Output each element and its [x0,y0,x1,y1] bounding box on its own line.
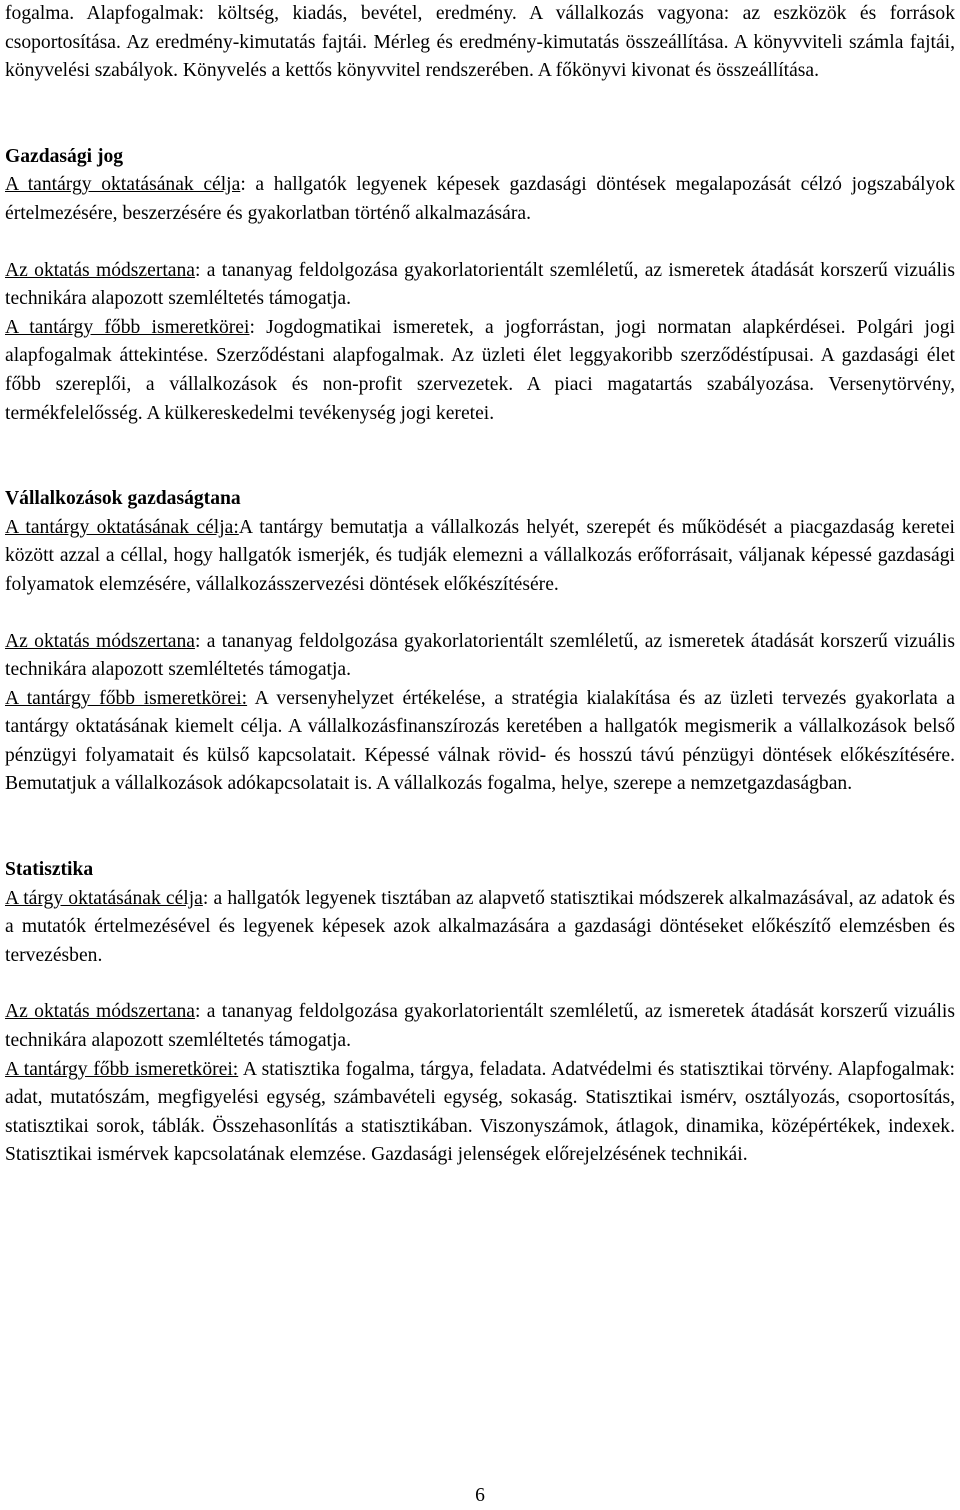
aim-text: A tantárgy bemutatja a vállalkozás helyét, szerepét és működését a piacgazdaság keretei között azzal a céllal, hogy hallgatók ismerjék, és tudják elemezni a vállalkozás erőforrásait, váljanak képessé gazdasági folyamatok elemzésére, vállalkozásszervezési döntések előkészítésére. [5,516,956,595]
aim-text: : a hallgatók legyenek tisztában az alapvető statisztikai módszerek alkalmazásával, az adatok és a mutatók értelmezésével és legyenek képesek azok alkalmazására a gazdasági döntéseket előkészítő elemzésben és tervezésben. [5,887,956,966]
topics-text: : Jogdogmatikai ismeretek, a jogforrástan, jogi normatan alapkérdései. Polgári jogi alapfogalmak áttekintése. Szerződéstani alapfogalmak. Az üzleti élet leggyakoribb szerződéstípusai. A gazdasági élet főbb szereplői, a vállalkozások és non-profit szervezetek. A piaci magatartás szabályozása. Versenytörvény, termékfelelősség. A külkereskedelmi tevékenység jogi keretei. [5,316,956,424]
section-title: Statisztika [5,859,94,881]
topics-paragraph [5,1056,955,1170]
method-text: : a tananyag feldolgozása gyakorlatorientált szemléletű, az ismeretek átadását korszerű vizuális technikára alapozott szemléltetés támogatja. [5,1001,955,1052]
aim-label: A tantárgy oktatásának célja [5,174,241,196]
method-text: : a tananyag feldolgozása gyakorlatorientált szemléletű, az ismeretek átadását korszerű vizuális technikára alapozott szemléltetés támogatja. [5,630,955,681]
aim-paragraph [5,885,955,971]
aim-paragraph [5,171,955,228]
page-number: 6 [475,1485,485,1506]
document-page [5,0,955,1170]
aim-label: A tárgy oktatásának célja [5,887,203,909]
topics-paragraph [5,685,955,799]
topics-label: A tantárgy főbb ismeretkörei: [5,687,248,709]
aim-text: : a hallgatók legyenek képesek gazdasági döntések megalapozását célzó jogszabályok értelmezésére, beszerzésére és gyakorlatban történő alkalmazására. [5,174,955,224]
section-title: Gazdasági jog [5,145,124,167]
topics-label: A tantárgy főbb ismeretkörei: [5,1058,239,1080]
method-label: Az oktatás módszertana [5,630,195,652]
aim-label: A tantárgy oktatásának célja: [5,516,239,538]
method-label: Az oktatás módszertana [5,259,195,281]
section-vallalkozasok-gazdasagtana [5,485,955,799]
topics-paragraph [5,314,955,428]
topics-text: A statisztika fogalma, tárgya, feladata. Adatvédelmi és statisztikai törvény. Alapfogalmak: adat, mutatószám, megfigyelési egység, számbavételi egység, sokaság. Statisztikai ismérv, osztályozás, csoportosítás, statisztikai sorok, táblák. Összehasonlítás a statisztikában. Viszonyszámok, átlagok, dinamika, középértékek, indexek. Statisztikai ismérvek kapcsolatának elemzése. Gazdasági jelenségek előrejelzésének technikái. [5,1058,955,1166]
method-paragraph [5,257,955,314]
section-title: Vállalkozások gazdaságtana [5,488,241,510]
section-statisztika [5,856,955,1170]
method-text: : a tananyag feldolgozása gyakorlatorientált szemléletű, az ismeretek átadását korszerű vizuális technikára alapozott szemléltetés támogatja. [5,259,955,310]
topics-label: A tantárgy főbb ismeretkörei [5,316,250,338]
method-paragraph [5,998,955,1055]
topics-text: A versenyhelyzet értékelése, a stratégia kialakítása és az üzleti tervezés gyakorlata a tantárgy oktatásának kiemelt célja. A vállalkozásfinanszírozás keretében a hallgatók megismerik a vállalkozások belső pénzügyi folyamatait és külső kapcsolatait. Képessé válnak rövid- és hosszú távú pénzügyi döntések előkészítésére. Bemutatjuk a vállalkozások adókapcsolatait is. A vállalkozás fogalma, helye, szerepe a nemzetgazdaságban. [5,687,955,795]
aim-paragraph [5,514,955,600]
method-label: Az oktatás módszertana [5,1001,195,1023]
intro-paragraph: fogalma. Alapfogalmak: költség, kiadás, bevétel, eredmény. A vállalkozás vagyona: az eszközök és források csoportosítása. Az eredmény-kimutatás fajtái. Mérleg és eredmény-kimutatás összeállítása. A könyvviteli számla fajtái, könyvelési szabályok. Könyvelés a kettős könyvvitel rendszerében. A főkönyvi kivonat és összeállítása. [5,3,955,82]
section-gazdasagi-jog [5,143,955,428]
method-paragraph [5,628,955,685]
